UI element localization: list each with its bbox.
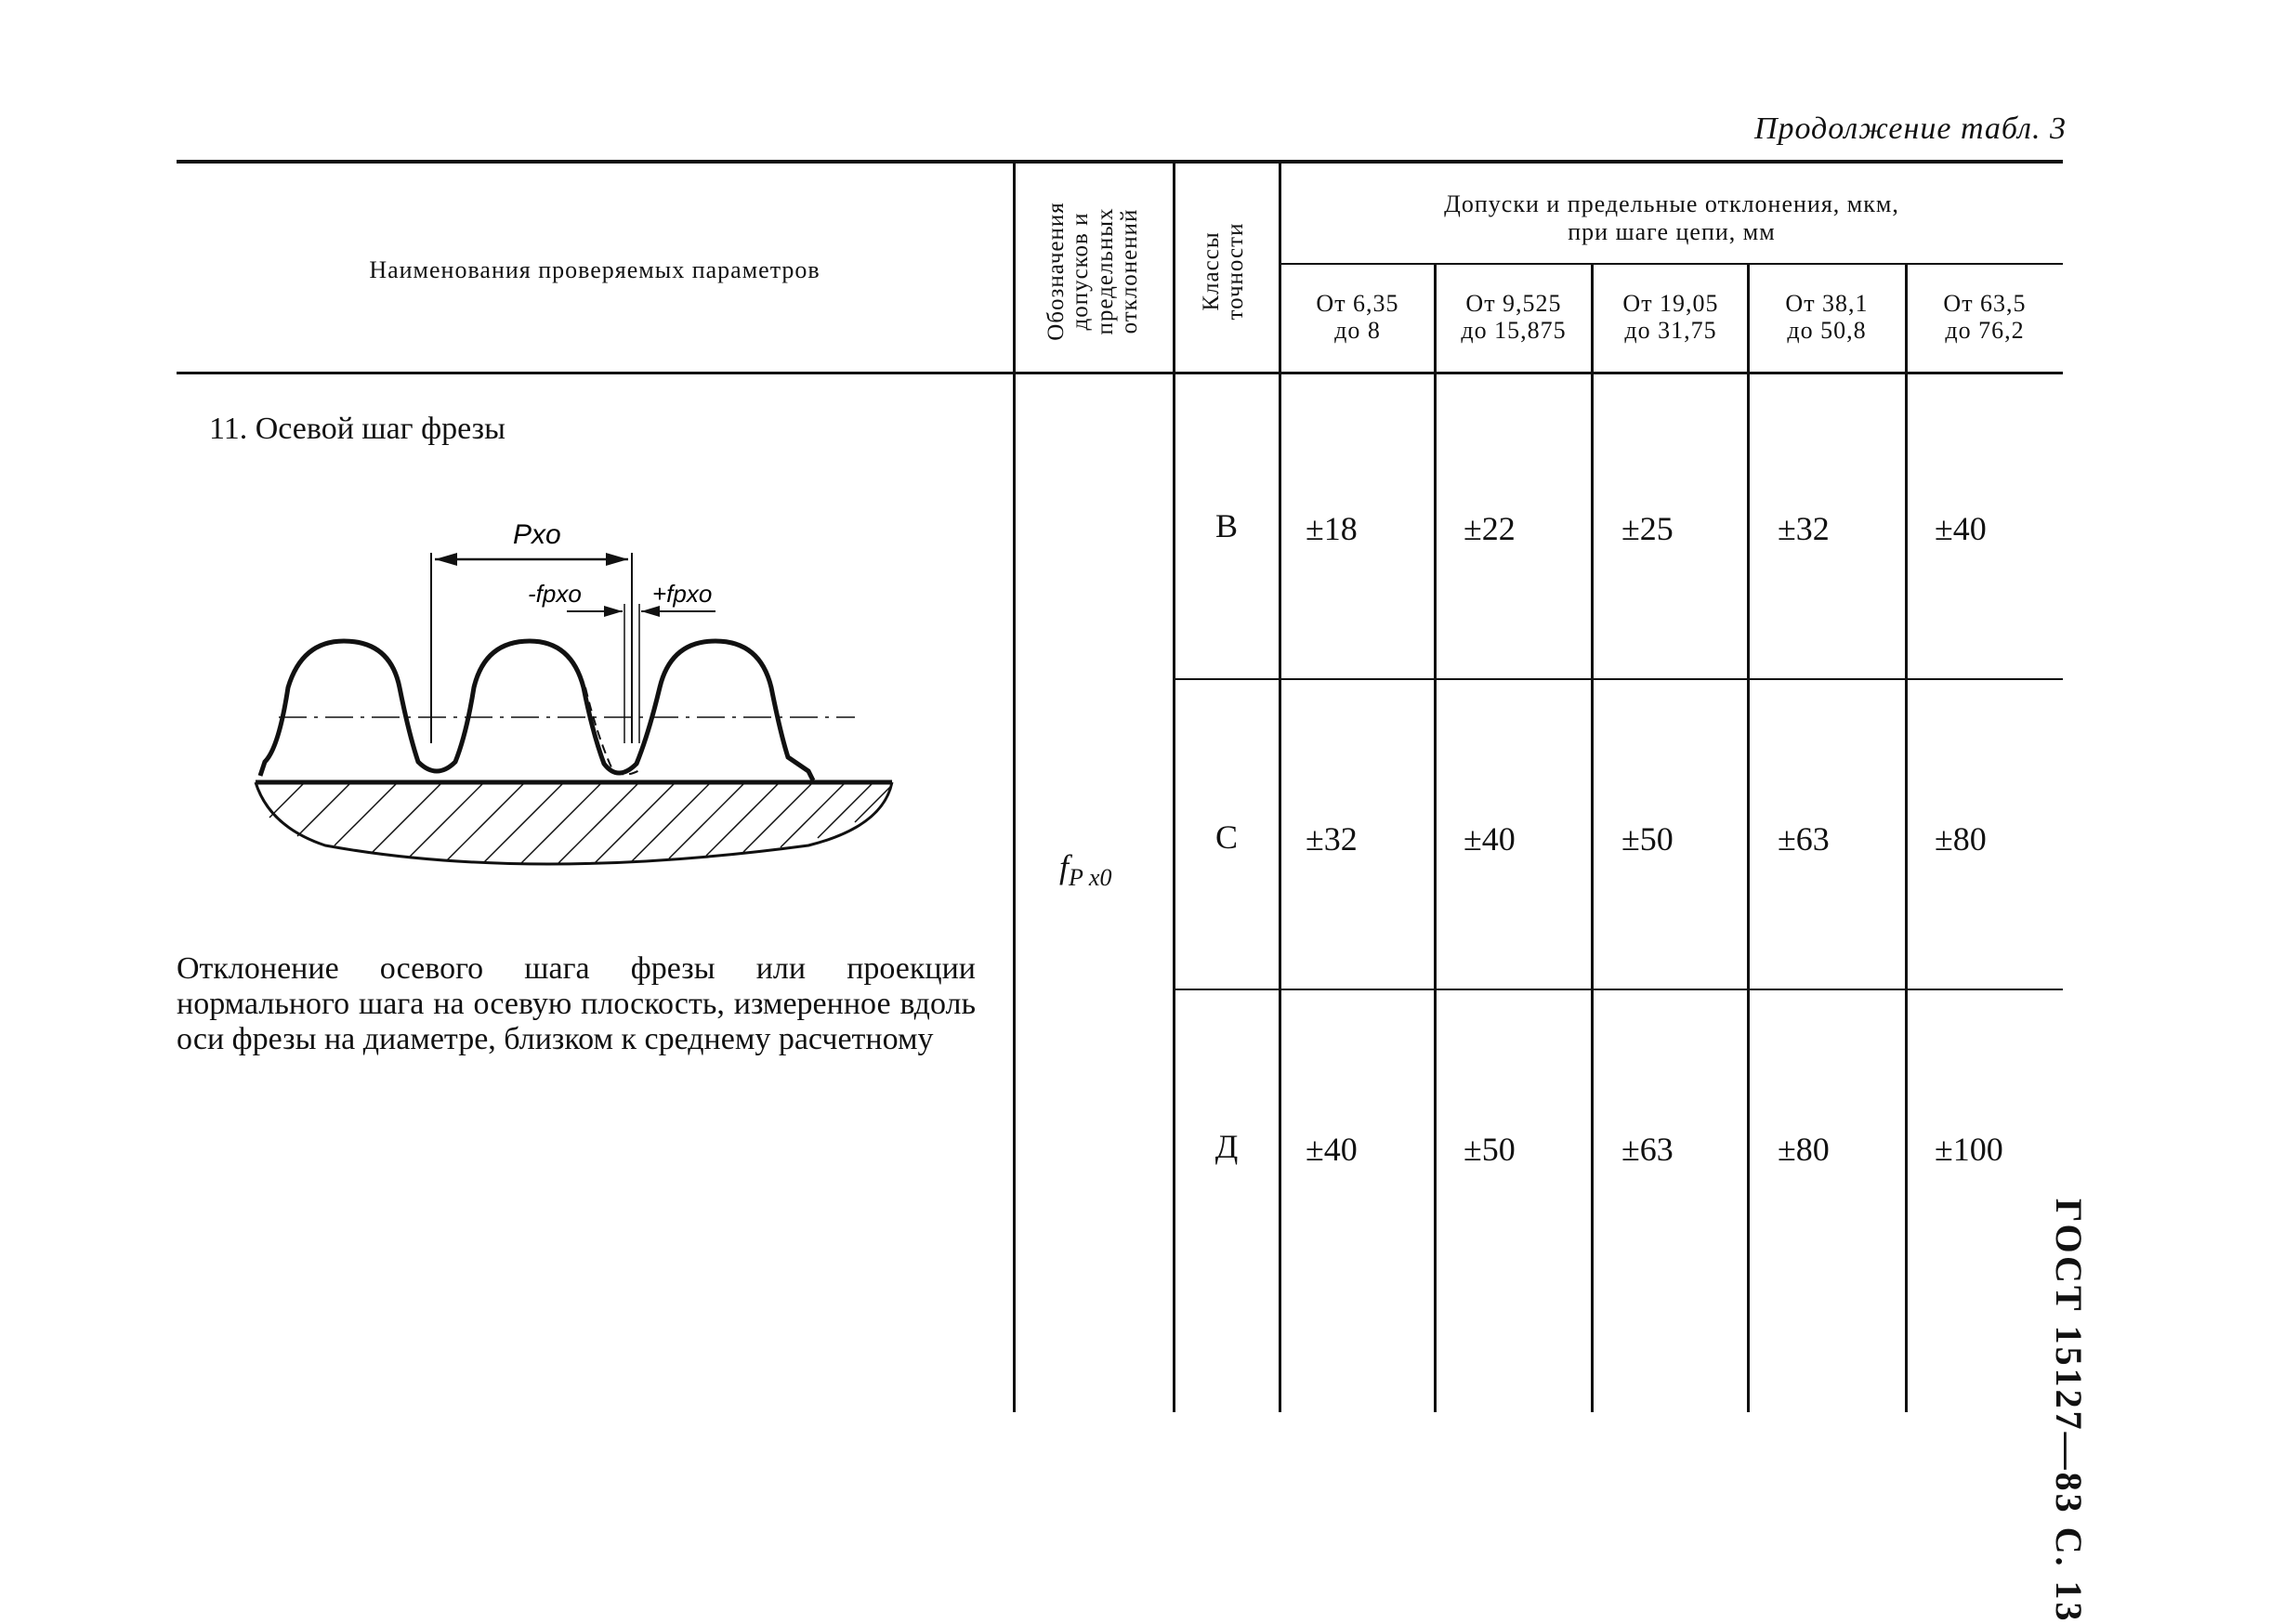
row-divider-1	[1175, 678, 2063, 680]
col-line-4	[1434, 265, 1437, 1412]
value-c-3: ±50	[1621, 820, 1674, 858]
column-header-1: От 6,35 до 8	[1316, 290, 1399, 344]
column-header-4: От 38,1 до 50,8	[1785, 290, 1869, 344]
value-d-2: ±50	[1464, 1131, 1516, 1168]
parameter-description: Отклонение осевого шага фрезы или проекции нормального шага на осевую плоскость, измеренное вдоль оси фрезы на диаметре, близком к среднему расчетному	[177, 951, 976, 1057]
hob-pitch-figure	[251, 511, 920, 883]
minus-deviation-label: -fpxo	[528, 580, 582, 608]
plus-deviation-label: +fpxo	[652, 580, 713, 608]
value-b-1: ±18	[1306, 510, 1358, 547]
col-line-6	[1747, 265, 1750, 1412]
gost-side-label: ГОСТ 15127—83 С. 13	[2048, 1198, 2090, 1624]
param-name-header: Наименования проверяемых параметров	[369, 256, 820, 283]
col-line-2	[1173, 164, 1175, 1412]
parameter-title: 11. Осевой шаг фрезы	[209, 412, 505, 446]
value-b-3: ±25	[1621, 510, 1674, 547]
column-header-5: От 63,5 до 76,2	[1943, 290, 2027, 344]
value-c-2: ±40	[1464, 820, 1516, 858]
column-header-2: От 9,525 до 15,875	[1461, 290, 1567, 344]
classes-header: Классы точности	[1199, 222, 1249, 321]
continuation-label: Продолжение табл. 3	[1753, 111, 2067, 146]
accuracy-class-c: С	[1214, 819, 1238, 856]
accuracy-class-b: В	[1214, 507, 1238, 544]
col-line-5	[1591, 265, 1594, 1412]
tolerance-symbol: $f_{P x0}$	[1059, 848, 1112, 892]
value-d-1: ±40	[1306, 1131, 1358, 1168]
tolerances-header: Допуски и предельные отклонения, мкм, при шаге цепи, мм	[1444, 190, 1899, 245]
pitch-label: Pxo	[513, 519, 561, 550]
tolerance-subheader-rule	[1280, 263, 2063, 265]
col-line-1	[1013, 164, 1016, 1412]
col-line-7	[1905, 265, 1908, 1412]
value-c-1: ±32	[1306, 820, 1358, 858]
value-c-4: ±63	[1778, 820, 1830, 858]
designation-header: Обозначения допусков и предельных отклонений	[1044, 202, 1142, 341]
value-d-3: ±63	[1621, 1131, 1674, 1168]
value-b-5: ±40	[1935, 510, 1987, 547]
row-divider-2	[1175, 989, 2063, 990]
column-header-3: От 19,05 до 31,75	[1622, 290, 1719, 344]
value-c-5: ±80	[1935, 820, 1987, 858]
value-d-5: ±100	[1935, 1131, 2003, 1168]
accuracy-class-d: Д	[1214, 1128, 1239, 1165]
col-line-3	[1279, 164, 1281, 1412]
value-b-4: ±32	[1778, 510, 1830, 547]
value-b-2: ±22	[1464, 510, 1516, 547]
value-d-4: ±80	[1778, 1131, 1830, 1168]
